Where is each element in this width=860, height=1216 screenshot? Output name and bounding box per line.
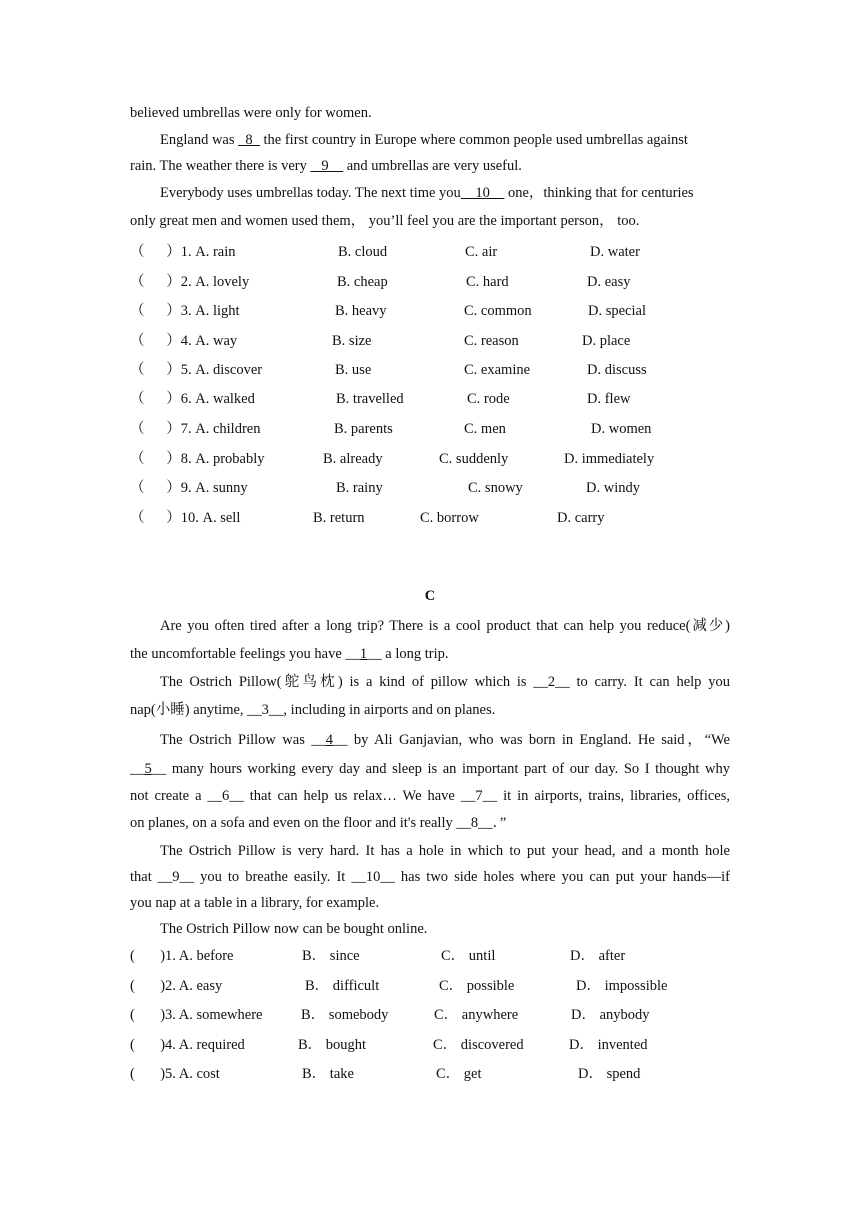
passage-line xyxy=(130,156,730,176)
option-c: C． get xyxy=(436,1066,482,1082)
option-b: B. return xyxy=(313,510,365,526)
passage-text: Everybody uses umbrellas today. The next time you xyxy=(160,185,461,201)
question-number-option-a: ( )2. A. easy xyxy=(130,978,223,994)
passage-line: that __9__ you to breathe easily. It __10__ has two side holes where you can put your hands—if xyxy=(130,869,730,885)
passage-line: you nap at a table in a library, for example. xyxy=(130,895,380,911)
option-c: C. hard xyxy=(466,274,509,290)
option-d: D． after xyxy=(570,948,626,964)
passage-text: and umbrellas are very useful. xyxy=(343,158,522,174)
passage-text: __ many hours working every day and sleep is an important part of our day. So I thought why xyxy=(151,761,730,777)
blank-10: 10 xyxy=(460,185,505,201)
option-c: C. common xyxy=(464,303,532,319)
passage-text: the first country in Europe where common people used umbrellas against xyxy=(259,132,688,148)
option-c: C． discovered xyxy=(433,1037,524,1053)
option-b: B. cheap xyxy=(337,274,388,290)
passage-line xyxy=(130,644,730,664)
question-number-option-a: ( )1. A. before xyxy=(130,948,234,964)
option-b: B. cloud xyxy=(338,244,388,260)
option-b: B. rainy xyxy=(336,480,383,496)
passage-text: The Ostrich Pillow was __ xyxy=(160,732,326,748)
option-d: D. carry xyxy=(557,510,605,526)
passage-line: The Ostrich Pillow is very hard. It has a hole in which to put your head, and a month hole xyxy=(160,843,730,859)
option-c: C． until xyxy=(441,948,496,964)
question-number-option-a: ( )5. A. cost xyxy=(130,1066,220,1082)
option-c: C． possible xyxy=(439,978,515,994)
option-c: C. snowy xyxy=(468,480,523,496)
passage-line: believed umbrellas were only for women. xyxy=(130,105,372,121)
option-d: D. special xyxy=(588,303,646,319)
option-b: B. heavy xyxy=(335,303,387,319)
passage-line: nap(小睡) anytime, __3__, including in airports and on planes. xyxy=(130,702,496,718)
passage-line xyxy=(160,183,730,203)
blank-4: 4 xyxy=(325,732,334,748)
option-d: D． impossible xyxy=(576,978,668,994)
option-d: D． anybody xyxy=(571,1007,650,1023)
passage-line: The Ostrich Pillow(鸵鸟枕) is a kind of pillow which is __2__ to carry. It can help you xyxy=(160,674,730,690)
question-number-option-a: （ ）8. A. probably xyxy=(130,451,265,467)
option-c: C. reason xyxy=(464,333,519,349)
option-b: B． since xyxy=(302,948,360,964)
option-c: C. suddenly xyxy=(439,451,509,467)
passage-line: on planes, on a sofa and even on the floor and it's really __8__．” xyxy=(130,815,507,831)
question-number-option-a: ( )4. A. required xyxy=(130,1037,245,1053)
question-number-option-a: （ ）9. A. sunny xyxy=(130,480,248,496)
option-b: B. travelled xyxy=(336,391,404,407)
blank-9: 9 xyxy=(310,158,344,174)
passage-line xyxy=(160,130,730,150)
option-d: D. immediately xyxy=(564,451,655,467)
passage-line xyxy=(160,730,730,750)
option-d: D． spend xyxy=(578,1066,641,1082)
option-c: C. air xyxy=(465,244,498,260)
question-number-option-a: （ ）7. A. children xyxy=(130,421,261,437)
passage-text: the uncomfortable feelings you have __ xyxy=(130,646,360,662)
section-title: C xyxy=(424,588,436,604)
option-b: B． somebody xyxy=(301,1007,389,1023)
blank-1: 1 xyxy=(359,646,368,662)
passage-line: The Ostrich Pillow now can be bought online. xyxy=(160,921,428,937)
passage-text: one，thinking that for centuries xyxy=(504,185,694,201)
option-d: D. place xyxy=(582,333,631,349)
passage-text: England was xyxy=(160,132,239,148)
question-number-option-a: （ ）5. A. discover xyxy=(130,362,263,378)
passage-line xyxy=(130,759,730,779)
option-c: C. examine xyxy=(464,362,531,378)
option-d: D. water xyxy=(590,244,640,260)
passage-line: only great men and women used them， you’ll feel you are the important person， too. xyxy=(130,213,640,229)
passage-text: __ xyxy=(130,761,145,777)
blank-5: 5 xyxy=(144,761,152,777)
passage-line: Are you often tired after a long trip? There is a cool product that can help you reduce(减少) xyxy=(160,618,730,634)
option-b: B． bought xyxy=(298,1037,367,1053)
option-b: B． take xyxy=(302,1066,354,1082)
option-d: D. discuss xyxy=(587,362,647,378)
question-number-option-a: ( )3. A. somewhere xyxy=(130,1007,263,1023)
option-b: B． difficult xyxy=(305,978,380,994)
option-c: C. borrow xyxy=(420,510,479,526)
passage-text: __ a long trip. xyxy=(367,646,449,662)
option-d: D. flew xyxy=(587,391,631,407)
option-b: B. size xyxy=(332,333,372,349)
option-c: C． anywhere xyxy=(434,1007,519,1023)
passage-text: rain. The weather there is very xyxy=(130,158,311,174)
option-c: C. men xyxy=(464,421,506,437)
passage-text: __ by Ali Ganjavian, who was born in England. He said，“We xyxy=(333,732,730,748)
question-number-option-a: （ ）1. A. rain xyxy=(130,244,236,260)
option-b: B. parents xyxy=(334,421,393,437)
question-number-option-a: （ ）6. A. walked xyxy=(130,391,255,407)
question-number-option-a: （ ）2. A. lovely xyxy=(130,274,250,290)
option-d: D. women xyxy=(591,421,652,437)
option-d: D. easy xyxy=(587,274,631,290)
option-d: D. windy xyxy=(586,480,640,496)
option-b: B. already xyxy=(323,451,383,467)
option-d: D． invented xyxy=(569,1037,648,1053)
blank-8: 8 xyxy=(238,132,260,148)
passage-line: not create a __6__ that can help us relax… We have __7__ it in airports, trains, libraries, offices, xyxy=(130,788,730,804)
question-number-option-a: （ ）4. A. way xyxy=(130,333,238,349)
question-number-option-a: （ ）10. A. sell xyxy=(130,510,241,526)
option-c: C. rode xyxy=(467,391,510,407)
option-b: B. use xyxy=(335,362,372,378)
question-number-option-a: （ ）3. A. light xyxy=(130,303,240,319)
